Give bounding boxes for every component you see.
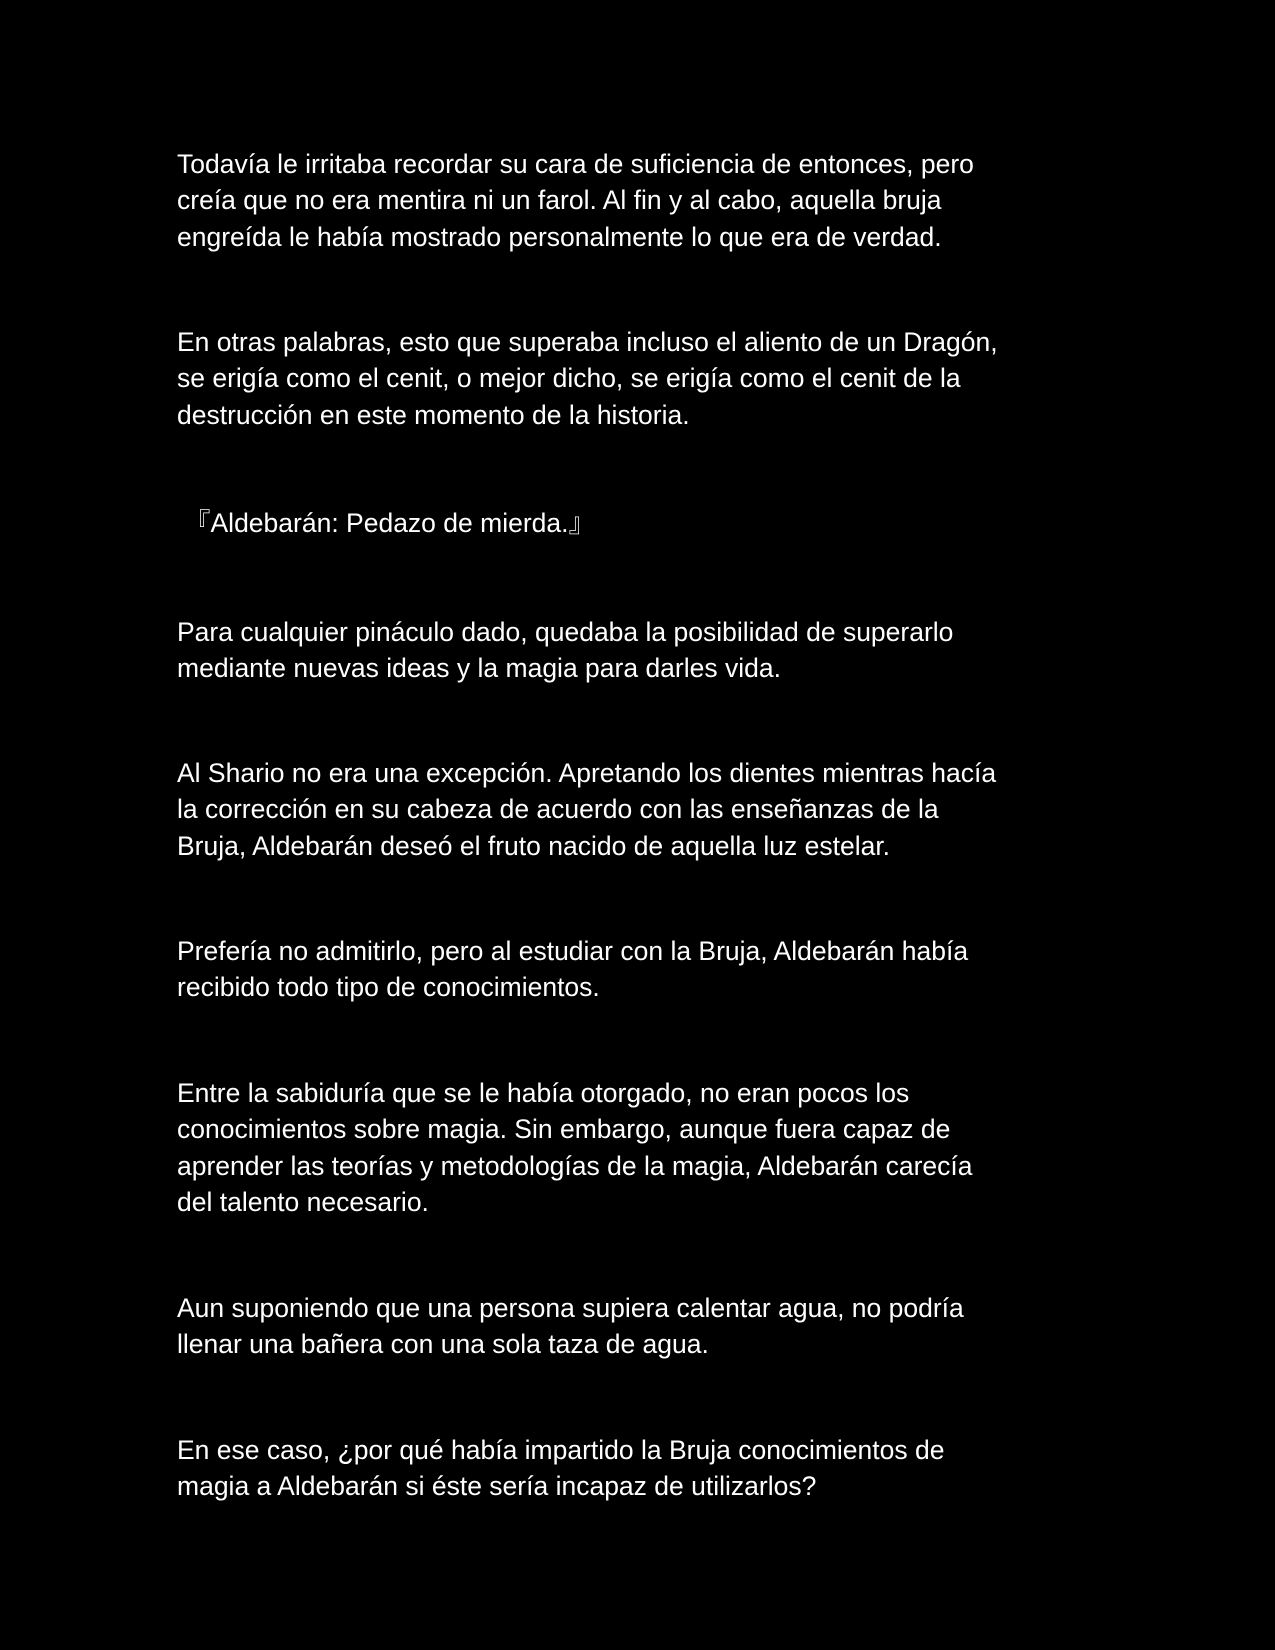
paragraph-2: En otras palabras, esto que superaba incluso el aliento de un Dragón, se erigía como el cenit, o mejor dicho, se erigía como el cenit de la destrucción en este momento de la historia. — [177, 327, 998, 430]
paragraph-7: Aun suponiendo que una persona supiera calentar agua, no podría llenar una bañera con una sola taza de agua. — [177, 1293, 964, 1360]
paragraph-6: Entre la sabiduría que se le había otorgado, no eran pocos los conocimientos sobre magia. Sin embargo, aunque fuera capaz de aprender las teorías y metodologías de la magia, Aldebarán carecía del talento necesario. — [177, 1078, 973, 1217]
paragraph-4: Al Shario no era una excepción. Apretando los dientes mientras hacía la corrección en su cabeza de acuerdo con las enseñanzas de la Bruja, Aldebarán deseó el fruto nacido de aquella luz estelar. — [177, 758, 997, 861]
paragraph-8: En ese caso, ¿por qué había impartido la Bruja conocimientos de magia a Aldebarán si éste sería incapaz de utilizarlos? — [177, 1435, 945, 1502]
dialogue-line: 『Aldebarán: Pedazo de mierda.』 — [184, 508, 595, 538]
paragraph-5: Prefería no admitirlo, pero al estudiar con la Bruja, Aldebarán había recibido todo tipo de conocimientos. — [177, 936, 969, 1003]
paragraph-1: Todavía le irritaba recordar su cara de suficiencia de entonces, pero creía que no era mentira ni un farol. Al fin y al cabo, aquella bruja engreída le había mostrado personalmente lo que era de verdad. — [177, 149, 974, 252]
paragraph-3: Para cualquier pináculo dado, quedaba la posibilidad de superarlo mediante nuevas ideas y la magia para darles vida. — [177, 617, 954, 684]
